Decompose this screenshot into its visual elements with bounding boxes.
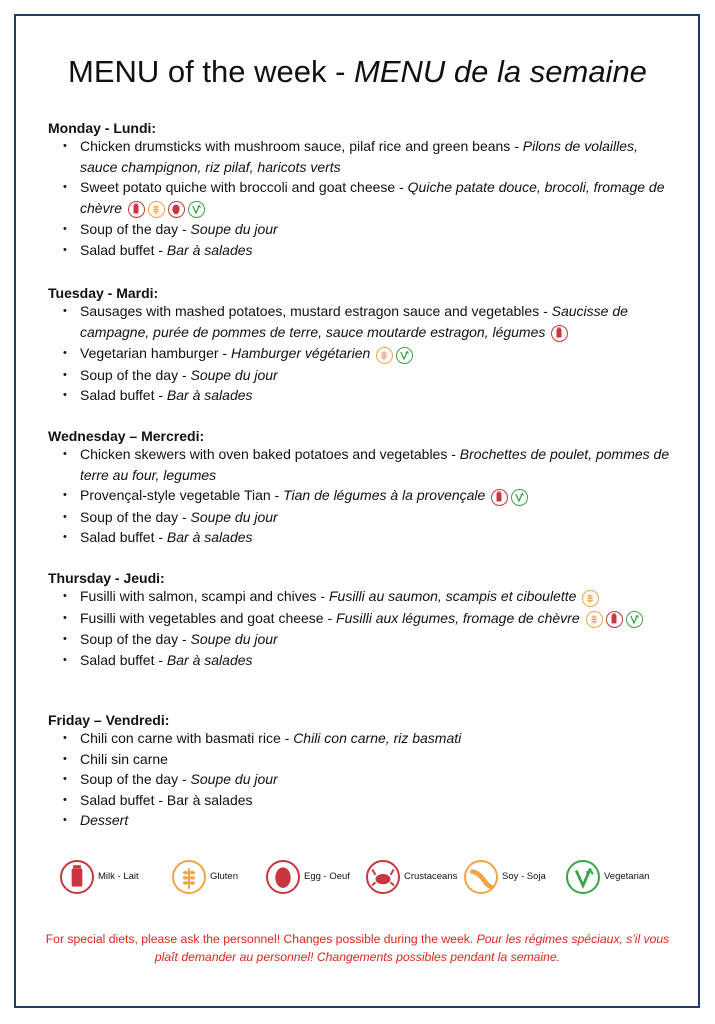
dish-name-french: Chili con carne, riz basmati: [293, 730, 462, 746]
dish-name-english: Fusilli with salmon, scampi and chives -: [80, 588, 329, 604]
dish-list: [48, 586, 678, 670]
dish-name-english: Soup of the day -: [80, 221, 191, 238]
gluten-icon: [172, 860, 206, 894]
dish-name-english: Chicken skewers with oven baked potatoes and vegetables -: [80, 446, 460, 462]
egg-icon: [168, 201, 185, 218]
vegetarian-icon: [626, 611, 643, 628]
notice-english: For special diets, please ask the personnel! Changes possible during the week.: [45, 932, 477, 946]
day-heading: Tuesday - Mardi:: [48, 285, 159, 301]
dish-item: [48, 485, 678, 507]
allergen-icons: [128, 199, 208, 220]
egg-icon: [266, 860, 300, 894]
special-diets-notice: [40, 930, 675, 966]
dish-name-french: Soupe du jour: [190, 366, 278, 383]
dish-name-french: Quiche patate douce, brocoli, fromage de chèvre: [80, 179, 665, 216]
dish-item: [48, 444, 678, 485]
dish-name-english: Sweet potato quiche with broccoli and goat cheese -: [80, 179, 408, 195]
dish-item: [48, 343, 678, 365]
dish-name-english: Salad buffet -: [80, 241, 167, 258]
dish-name-french: Soupe du jour: [190, 221, 278, 238]
allergen-icons: [582, 587, 602, 608]
milk-icon: [551, 325, 568, 342]
dish-name-french: Soupe du jour: [190, 771, 278, 787]
gluten-icon: [586, 611, 603, 628]
dish-name-english: Salad buffet -: [80, 651, 167, 668]
allergen-icons: [586, 609, 646, 630]
crustaceans-icon: [366, 860, 400, 894]
dish-name-english: Soup of the day -: [80, 631, 191, 648]
dish-list: [48, 136, 678, 260]
legend-label: Soy - Soja: [502, 871, 546, 882]
vegetarian-icon: [566, 860, 600, 894]
page-title: [0, 52, 715, 92]
gluten-icon: [376, 347, 393, 364]
dish-item: [48, 527, 678, 548]
dish-name-english: Soup of the day -: [80, 366, 191, 383]
dish-item: [48, 177, 678, 219]
title-french: MENU de la semaine: [354, 54, 647, 89]
milk-icon: [606, 611, 623, 628]
dish-name-french: Brochettes de poulet, pommes de terre au four, legumes: [80, 446, 670, 483]
dish-item: [48, 586, 678, 608]
dish-name-french: Pilons de volailles, sauce champignon, riz pilaf, haricots verts: [80, 138, 638, 175]
allergen-legend: [60, 858, 660, 898]
dish-item: [48, 301, 678, 343]
dish-name-french: Tian de légumes à la provençale: [283, 487, 486, 503]
dish-item: [48, 790, 678, 811]
dish-name-english: Chili con carne with basmati rice -: [80, 730, 294, 746]
soy-icon: [464, 860, 498, 894]
day-heading: Wednesday – Mercredi:: [48, 428, 205, 444]
dish-name-french: Dessert: [80, 812, 129, 828]
legend-label: Milk - Lait: [98, 871, 139, 882]
dish-name-english: Salad buffet -: [80, 387, 167, 404]
legend-label: Vegetarian: [604, 871, 650, 882]
dish-name-french: Fusilli aux légumes, fromage de chèvre: [336, 609, 580, 626]
dish-name-english: Soup of the day -: [80, 771, 191, 787]
dish-item: [48, 219, 678, 240]
dish-name-french: Soupe du jour: [190, 508, 278, 525]
dish-name-french: Bar à salades: [166, 651, 253, 668]
dish-name-english: Sausages with mashed potatoes, mustard estragon sauce and vegetables -: [80, 303, 552, 319]
dish-name-english: Vegetarian hamburger -: [80, 345, 231, 362]
dish-name-english: Soup of the day -: [80, 508, 191, 525]
dish-item: [48, 728, 678, 749]
legend-label: Crustaceans: [404, 871, 458, 882]
dish-list: [48, 728, 678, 831]
dish-item: [48, 608, 678, 630]
title-english: MENU of the week -: [68, 54, 355, 89]
allergen-icons: [376, 344, 416, 365]
dish-list: [48, 444, 678, 548]
dish-item: [48, 240, 678, 261]
gluten-icon: [148, 201, 165, 218]
dish-name-english: Salad buffet - Bar à salades: [80, 791, 253, 808]
dish-name-english: Chicken drumsticks with mushroom sauce, pilaf rice and green beans -: [80, 138, 523, 154]
notice-french: Pour les régimes spéciaux, s'il vous plaît demander au personnel! Changements possibles pendant la semaine.: [154, 932, 670, 964]
dish-name-french: Bar à salades: [166, 241, 253, 258]
allergen-icons: [551, 323, 571, 344]
milk-icon: [60, 860, 94, 894]
milk-icon: [128, 201, 145, 218]
dish-item: [48, 136, 678, 177]
dish-item: [48, 385, 678, 406]
dish-list: [48, 301, 678, 406]
milk-icon: [491, 489, 508, 506]
dish-name-french: Bar à salades: [166, 387, 253, 404]
dish-name-french: Soupe du jour: [190, 631, 278, 648]
dish-item: [48, 769, 678, 790]
dish-name-english: Salad buffet -: [80, 529, 167, 546]
dish-name-english: Chili sin carne: [80, 750, 168, 767]
day-heading: Thursday - Jeudi:: [48, 570, 165, 586]
dish-name-french: Fusilli au saumon, scampis et ciboulette: [328, 588, 577, 604]
vegetarian-icon: [396, 347, 413, 364]
allergen-icons: [491, 486, 531, 507]
dish-item: [48, 810, 678, 831]
dish-name-french: Hamburger végétarien: [230, 345, 371, 362]
dish-item: [48, 749, 678, 770]
dish-item: [48, 650, 678, 671]
gluten-icon: [582, 590, 599, 607]
day-heading: Monday - Lundi:: [48, 120, 157, 136]
legend-label: Egg - Oeuf: [304, 871, 350, 882]
dish-name-french: Saucisse de campagne, purée de pommes de terre, sauce moutarde estragon, légumes: [80, 303, 628, 340]
vegetarian-icon: [188, 201, 205, 218]
dish-item: [48, 507, 678, 528]
dish-item: [48, 629, 678, 650]
dish-item: [48, 365, 678, 386]
dish-name-english: Provençal-style vegetable Tian -: [80, 487, 284, 503]
dish-name-french: Bar à salades: [166, 529, 253, 546]
legend-label: Gluten: [210, 871, 238, 882]
dish-name-english: Fusilli with vegetables and goat cheese -: [80, 609, 337, 626]
day-heading: Friday – Vendredi:: [48, 712, 170, 728]
vegetarian-icon: [511, 489, 528, 506]
